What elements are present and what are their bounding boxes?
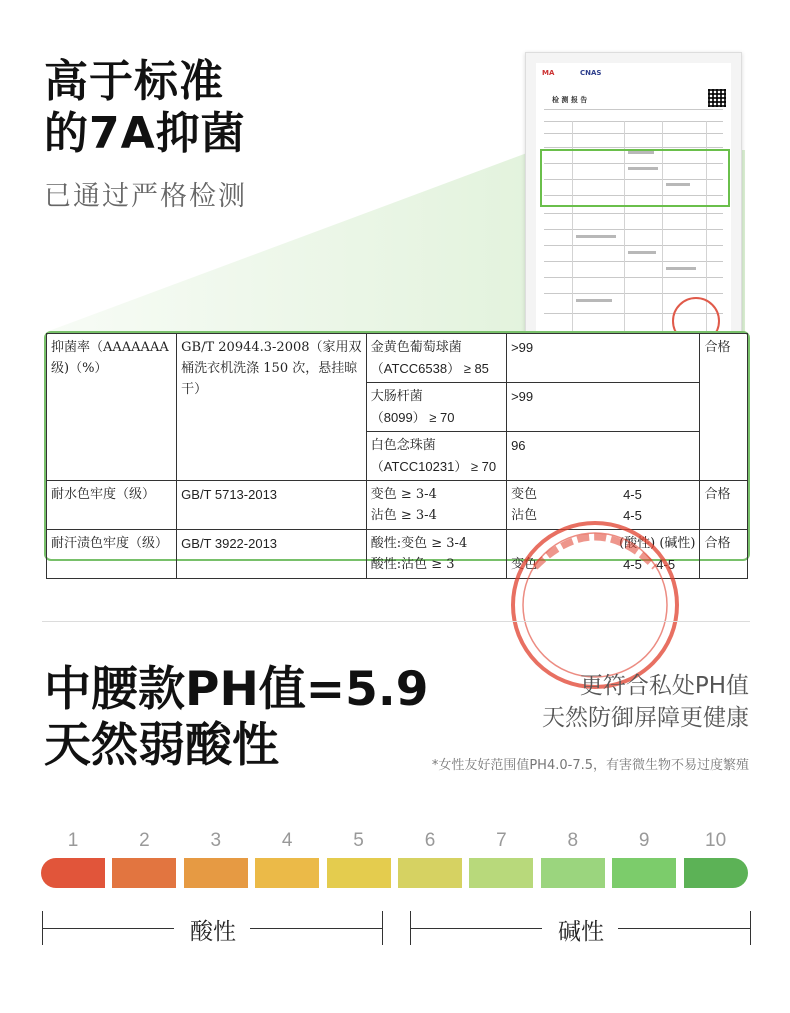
- ph-scale-label: 8: [567, 830, 579, 851]
- ph-scale-segment: [255, 858, 319, 888]
- sweat-fastness-item-cell: 耐汗渍色牢度（级）: [47, 530, 177, 579]
- requirement-line: 变色 ≥ 3-4: [370, 487, 437, 502]
- measured-label: 变色: [511, 487, 538, 502]
- requirement-name: 大肠杆菌: [370, 389, 423, 404]
- ph-scale-segment: [541, 858, 605, 888]
- requirement-value: （ATCC10231） ≥ 70: [370, 459, 497, 474]
- ph-headline: 中腰款PH值=5.9: [44, 662, 429, 717]
- water-fastness-item-cell: 耐水色牢度（级）: [47, 481, 177, 530]
- ph-scale-segment: [184, 858, 248, 888]
- ph-side-line2: 天然防御屏障更健康: [542, 705, 749, 731]
- measured-value: 4-5: [623, 508, 642, 523]
- requirement-cell: [366, 481, 506, 530]
- alkaline-range-bracket: [410, 911, 751, 945]
- cnas-logo: CNAS: [580, 69, 602, 77]
- headline-subtitle: 已通过严格检测: [44, 181, 247, 212]
- ph-scale-label: 1: [67, 830, 79, 851]
- antibacterial-standard-cell: GB/T 20944.3-2008（家用双桶洗衣机洗涤 150 次，悬挂晾干）: [177, 334, 367, 481]
- headline-line2: 的7A抑菌: [44, 108, 246, 159]
- ph-subheadline: 天然弱酸性: [44, 718, 279, 773]
- measured-cell: 96: [507, 432, 700, 481]
- qr-code: [708, 89, 726, 107]
- ph-scale-label: 9: [638, 830, 650, 851]
- measured-label: 沾色: [511, 508, 538, 523]
- requirement-cell: [366, 383, 506, 432]
- report-title: 检 测 报 告: [552, 96, 588, 104]
- ph-scale-segment: [112, 858, 176, 888]
- headline-line1: 高于标准: [44, 56, 224, 107]
- requirement-value: （ATCC6538） ≥ 85: [370, 361, 489, 376]
- inspection-stamp: [505, 497, 681, 607]
- alkaline-label: 碱性: [558, 919, 604, 945]
- ph-scale-segment: [469, 858, 533, 888]
- measured-cell: >99: [507, 383, 700, 432]
- sweat-fastness-standard-cell: GB/T 3922-2013: [177, 530, 367, 579]
- acid-label: 酸性: [190, 919, 236, 945]
- acid-range-bracket: [42, 911, 383, 945]
- ph-scale-label: 7: [496, 830, 507, 851]
- ph-scale-label: 3: [210, 830, 222, 851]
- ph-side-line1: 更符合私处PH值: [579, 673, 749, 699]
- requirement-line: 酸性:沾色 ≥ 3: [370, 557, 455, 572]
- cma-logo: MA: [542, 69, 555, 77]
- measured-cell: >99: [507, 334, 700, 383]
- water-fastness-standard-cell: GB/T 5713-2013: [177, 481, 367, 530]
- ph-scale-label: 4: [281, 830, 293, 851]
- ph-range-note: *女性友好范围值PH4.0-7.5，有害微生物不易过度繁殖: [431, 758, 749, 773]
- ph-scale-label: 10: [705, 830, 727, 851]
- antibacterial-item-cell: 抑菌率（AAAAAAA级)（%）: [47, 334, 177, 481]
- ph-scale-segment: [398, 858, 462, 888]
- measured-label: 变色: [511, 557, 538, 572]
- table-row: [47, 334, 748, 383]
- requirement-cell: [366, 432, 506, 481]
- ph-scale-segment: [41, 858, 105, 888]
- result-cell: 合格: [700, 481, 748, 530]
- requirement-name: 白色念珠菌: [370, 438, 436, 453]
- requirement-value: （8099） ≥ 70: [370, 410, 455, 425]
- requirement-cell: [366, 334, 506, 383]
- ph-scale-label: 5: [353, 830, 364, 851]
- ph-scale-label: 6: [424, 830, 436, 851]
- section-divider: [42, 621, 750, 622]
- result-cell: 合格: [700, 334, 748, 481]
- ph-scale-label: 2: [139, 830, 150, 851]
- ph-scale-segment: [684, 858, 748, 888]
- report-highlight: [540, 149, 730, 207]
- requirement-cell: [366, 530, 506, 579]
- result-cell: 合格: [700, 530, 748, 579]
- ph-scale-segment: [612, 858, 676, 888]
- requirement-line: 酸性:变色 ≥ 3-4: [370, 536, 468, 551]
- requirement-line: 沾色 ≥ 3-4: [370, 508, 437, 523]
- measured-value: 4-5: [623, 487, 642, 502]
- requirement-name: 金黄色葡萄球菌: [370, 340, 462, 355]
- test-report-image: [525, 52, 742, 344]
- measured-header: (酸性) (碱性): [619, 536, 696, 551]
- measured-value: 4-5 4-5: [623, 557, 676, 572]
- ph-scale-segment: [327, 858, 391, 888]
